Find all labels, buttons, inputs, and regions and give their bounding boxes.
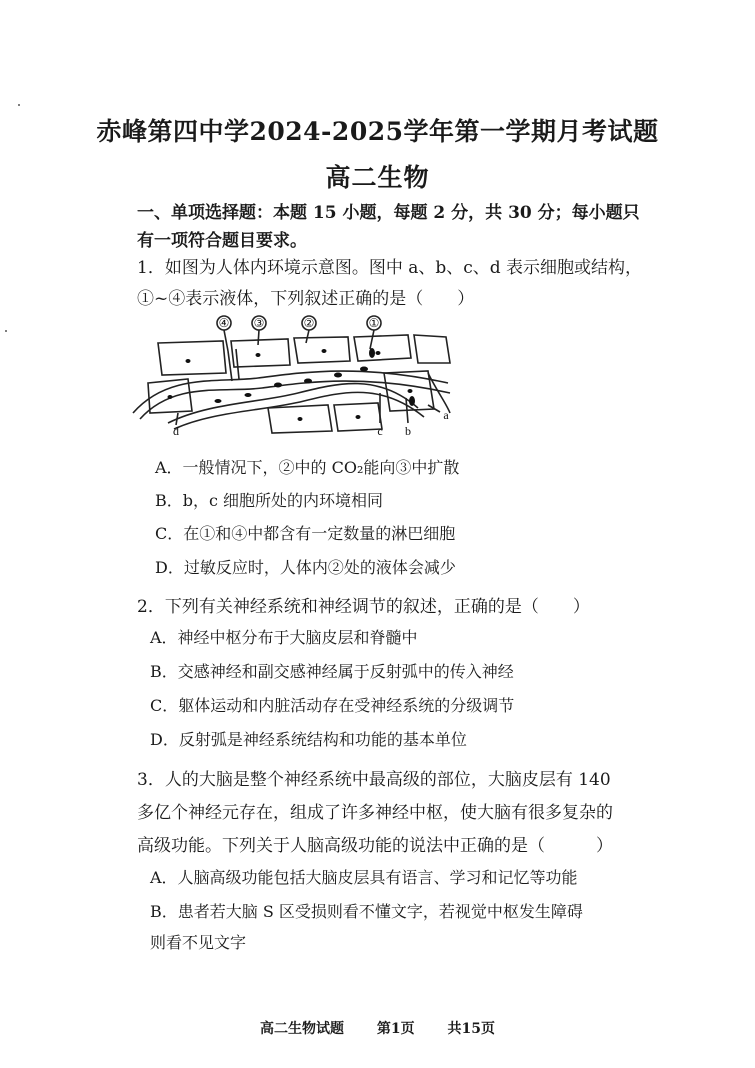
footer-total-pages: 共15页 xyxy=(447,1021,495,1037)
q3-stem-line3: 高级功能。下列关于人脑高级功能的说法中正确的是（ ） xyxy=(137,836,613,856)
q2-stem: 2．下列有关神经系统和神经调节的叙述，正确的是（ ） xyxy=(137,597,590,617)
q3-option-b: B．患者若大脑 S 区受损则看不懂文字，若视觉中枢发生障碍 xyxy=(150,902,583,921)
q1-option-b: B．b，c 细胞所处的内环境相同 xyxy=(155,491,384,510)
exam-title: 赤峰第四中学2024-2025学年第一学期月考试题 xyxy=(96,117,659,146)
q3-option-b-continued: 则看不见文字 xyxy=(150,933,247,952)
q1-stem-line2: ①~④表示液体，下列叙述正确的是（ ） xyxy=(137,289,475,309)
footer-subject: 高二生物试题 xyxy=(260,1021,344,1037)
figure-label: ④ xyxy=(218,316,230,330)
scan-speck xyxy=(18,104,20,106)
footer-page-number: 第1页 xyxy=(376,1021,415,1037)
q1-option-a: A．一般情况下，②中的 CO₂能向③中扩散 xyxy=(155,458,460,477)
q3-option-a: A．人脑高级功能包括大脑皮层具有语言、学习和记忆等功能 xyxy=(150,868,578,887)
q2-option-a: A．神经中枢分布于大脑皮层和脊髓中 xyxy=(150,628,418,647)
figure-label: ② xyxy=(303,316,315,330)
exam-subject: 高二生物 xyxy=(325,163,430,192)
scan-speck xyxy=(5,330,7,332)
q2-option-d: D．反射弧是神经系统结构和功能的基本单位 xyxy=(150,730,467,749)
q3-stem-line2: 多亿个神经元存在，组成了许多神经中枢，使大脑有很多复杂的 xyxy=(137,803,613,823)
figure-label: d xyxy=(173,424,179,438)
figure-label: b xyxy=(405,424,411,438)
section-instructions-line2: 有一项符合题目要求。 xyxy=(137,231,307,251)
q2-option-c: C．躯体运动和内脏活动存在受神经系统的分级调节 xyxy=(150,696,515,715)
page-footer xyxy=(0,1018,755,1038)
q1-option-d: D．过敏反应时，人体内②处的液体会减少 xyxy=(155,558,456,577)
section-instructions-line1: 一、单项选择题：本题 15 小题，每题 2 分，共 30 分；每小题只 xyxy=(137,203,640,223)
figure-label: a xyxy=(443,408,449,422)
figure-label: ① xyxy=(368,316,380,330)
figure-label: c xyxy=(377,424,383,438)
q1-option-c: C．在①和④中都含有一定数量的淋巴细胞 xyxy=(155,524,456,543)
q1-stem-line1: 1．如图为人体内环境示意图。图中 a、b、c、d 表示细胞或结构， xyxy=(137,258,643,278)
q3-stem-line1: 3．人的大脑是整个神经系统中最高级的部位，大脑皮层有 140 xyxy=(137,770,611,790)
figure-label: ③ xyxy=(253,316,265,330)
internal-environment-diagram xyxy=(128,313,458,438)
q2-option-b: B．交感神经和副交感神经属于反射弧中的传入神经 xyxy=(150,662,514,681)
